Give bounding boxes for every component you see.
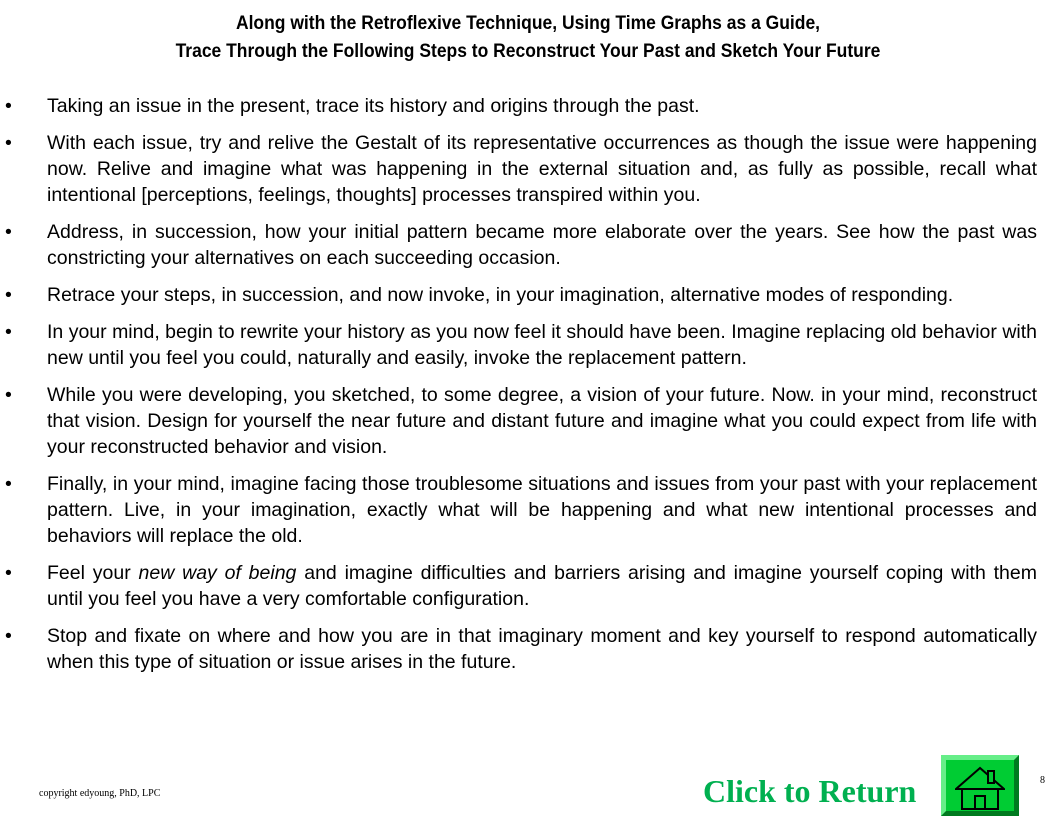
copyright-notice: copyright edyoung, PhD, LPC (39, 788, 161, 799)
bullet-icon: • (5, 95, 12, 117)
page-number: 8 (1040, 775, 1045, 786)
list-item (0, 130, 1037, 208)
bullet-icon: • (5, 321, 12, 343)
step-text-tail: and imagine difficulties and barriers arising and imagine yourself coping with them until you feel you have a very comfortable configuration. (47, 562, 1037, 610)
list-item (0, 560, 1037, 612)
step-text: Stop and fixate on where and how you are in that imaginary moment and key yourself to respond automatically when this type of situation or issue arises in the future. (47, 625, 1037, 673)
step-text: In your mind, begin to rewrite your history as you now feel it should have been. Imagine replacing old behavior with new until you feel you could, naturally and easily, invoke the replacement pattern. (47, 321, 1037, 369)
step-text (47, 560, 1037, 612)
page-title-line-2: Trace Through the Following Steps to Reconstruct Your Past and Sketch Your Future (175, 41, 881, 62)
step-text: Taking an issue in the present, trace its history and origins through the past. (47, 95, 700, 117)
bullet-icon: • (5, 132, 12, 154)
step-text: While you were developing, you sketched, to some degree, a vision of your future. Now. in your mind, reconstruct that vision. Design for yourself the near future and distant future and imagine what you could expect from life with your reconstructed behavior and vision. (47, 384, 1037, 458)
step-text-lead: Feel your (47, 562, 139, 584)
click-to-return-link[interactable]: Click to Return (703, 773, 917, 809)
bullet-icon: • (5, 625, 12, 647)
list-item (0, 93, 1037, 119)
step-text: With each issue, try and relive the Gestalt of its representative occurrences as though the issue were happening now. Relive and imagine what was happening in the external situation and, as fully as possible, recall what intentional [perceptions, feelings, thoughts] processes transpired within you. (47, 132, 1037, 206)
home-icon (955, 765, 1005, 811)
bullet-icon: • (5, 384, 12, 406)
step-text: Address, in succession, how your initial pattern became more elaborate over the years. See how the past was constricting your alternatives on each succeeding occasion. (47, 221, 1037, 269)
list-item (0, 282, 1037, 308)
list-item (0, 319, 1037, 371)
page-title (42, 10, 1014, 66)
bullet-icon: • (5, 473, 12, 495)
bullet-icon: • (5, 562, 12, 584)
steps-list (0, 93, 1056, 686)
step-text: Finally, in your mind, imagine facing those troublesome situations and issues from your past with your replacement pattern. Live, in your imagination, exactly what will be happening and what new intentional processes and behaviors will replace the old. (47, 473, 1037, 547)
page-title-line-1: Along with the Retroflexive Technique, Using Time Graphs as a Guide, (235, 13, 821, 34)
list-item (0, 219, 1037, 271)
step-text: Retrace your steps, in succession, and now invoke, in your imagination, alternative modes of responding. (47, 284, 954, 306)
list-item (0, 471, 1037, 549)
step-text-emphasis: new way of being (138, 562, 297, 584)
home-button[interactable] (941, 755, 1019, 816)
bullet-icon: • (5, 221, 12, 243)
bullet-icon: • (5, 284, 12, 306)
list-item (0, 382, 1037, 460)
list-item (0, 623, 1037, 675)
